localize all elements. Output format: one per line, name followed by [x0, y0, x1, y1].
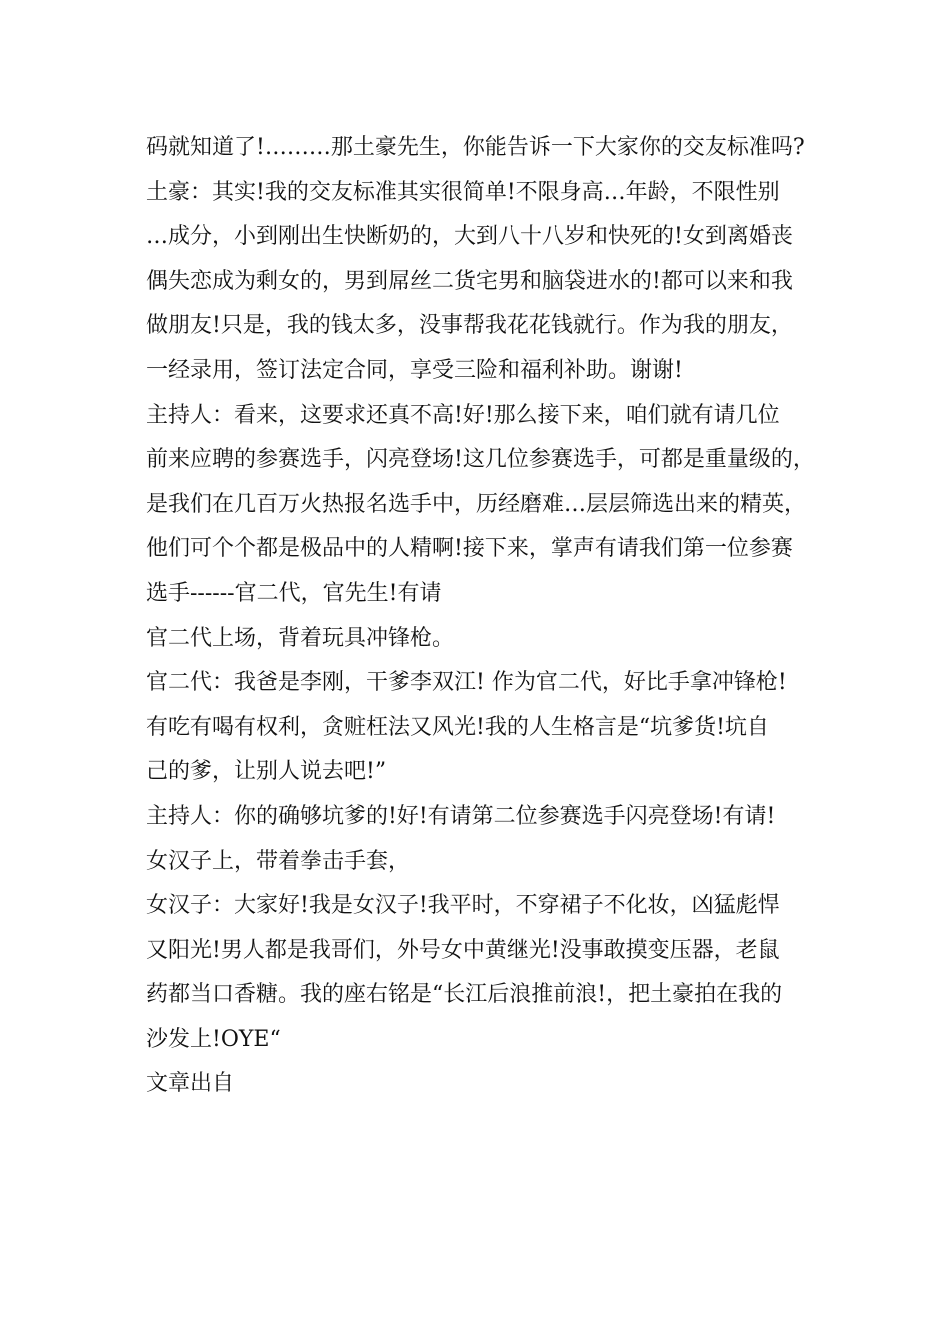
text-line: 前来应聘的参赛选手，闪亮登场!这几位参赛选手，可都是重量级的，	[146, 447, 815, 473]
text-line: 女汉子上，带着拳击手套，	[146, 848, 411, 874]
text-line: 是我们在几百万火热报名选手中，历经磨难…层层筛选出来的精英，	[146, 491, 807, 517]
text-line: 沙发上!OYE“	[146, 1026, 281, 1052]
text-line: 文章出自	[146, 1071, 235, 1097]
document-body	[146, 126, 846, 1107]
text-line: 女汉子：大家好!我是女汉子!我平时，不穿裙子不化妆，凶猛彪悍	[146, 893, 780, 919]
text-line: 有吃有喝有权利，贪赃枉法又风光!我的人生格言是“坑爹货!坑自	[146, 714, 769, 740]
text-line: …成分，小到刚出生快断奶的，大到八十八岁和快死的!女到离婚丧	[146, 224, 793, 250]
text-line: 又阳光!男人都是我哥们，外号女中黄继光!没事敢摸变压器，老鼠	[146, 937, 780, 963]
text-line: 己的爹，让别人说去吧!”	[146, 759, 387, 785]
text-line: 做朋友!只是，我的钱太多，没事帮我花花钱就行。作为我的朋友，	[146, 313, 793, 339]
text-line: 官二代上场，背着玩具冲锋枪。	[146, 625, 455, 651]
text-line: 码就知道了!………那土豪先生，你能告诉一下大家你的交友标准吗?	[146, 135, 805, 160]
text-line: 土豪：其实!我的交友标准其实很简单!不限身高…年龄，不限性别	[146, 179, 780, 205]
text-line: 药都当口香糖。我的座右铭是“长江后浪推前浪!，把土豪拍在我的	[146, 982, 783, 1008]
text-line: 主持人：看来，这要求还真不高!好!那么接下来，咱们就有请几位	[146, 402, 780, 428]
text-line: 偶失恋成为剩女的，男到屌丝二货宅男和脑袋进水的!都可以来和我	[146, 268, 793, 294]
text-line: 他们可个个都是极品中的人精啊!接下来，掌声有请我们第一位参赛	[146, 536, 793, 562]
text-line: 主持人：你的确够坑爹的!好!有请第二位参赛选手闪亮登场!有请!	[146, 803, 776, 829]
text-line: 一经录用，签订法定合同，享受三险和福利补助。谢谢!	[146, 357, 683, 383]
text-line: 官二代：我爸是李刚，干爹李双江! 作为官二代，好比手拿冲锋枪!	[146, 670, 787, 696]
text-line: 选手------官二代，官先生!有请	[146, 580, 442, 606]
